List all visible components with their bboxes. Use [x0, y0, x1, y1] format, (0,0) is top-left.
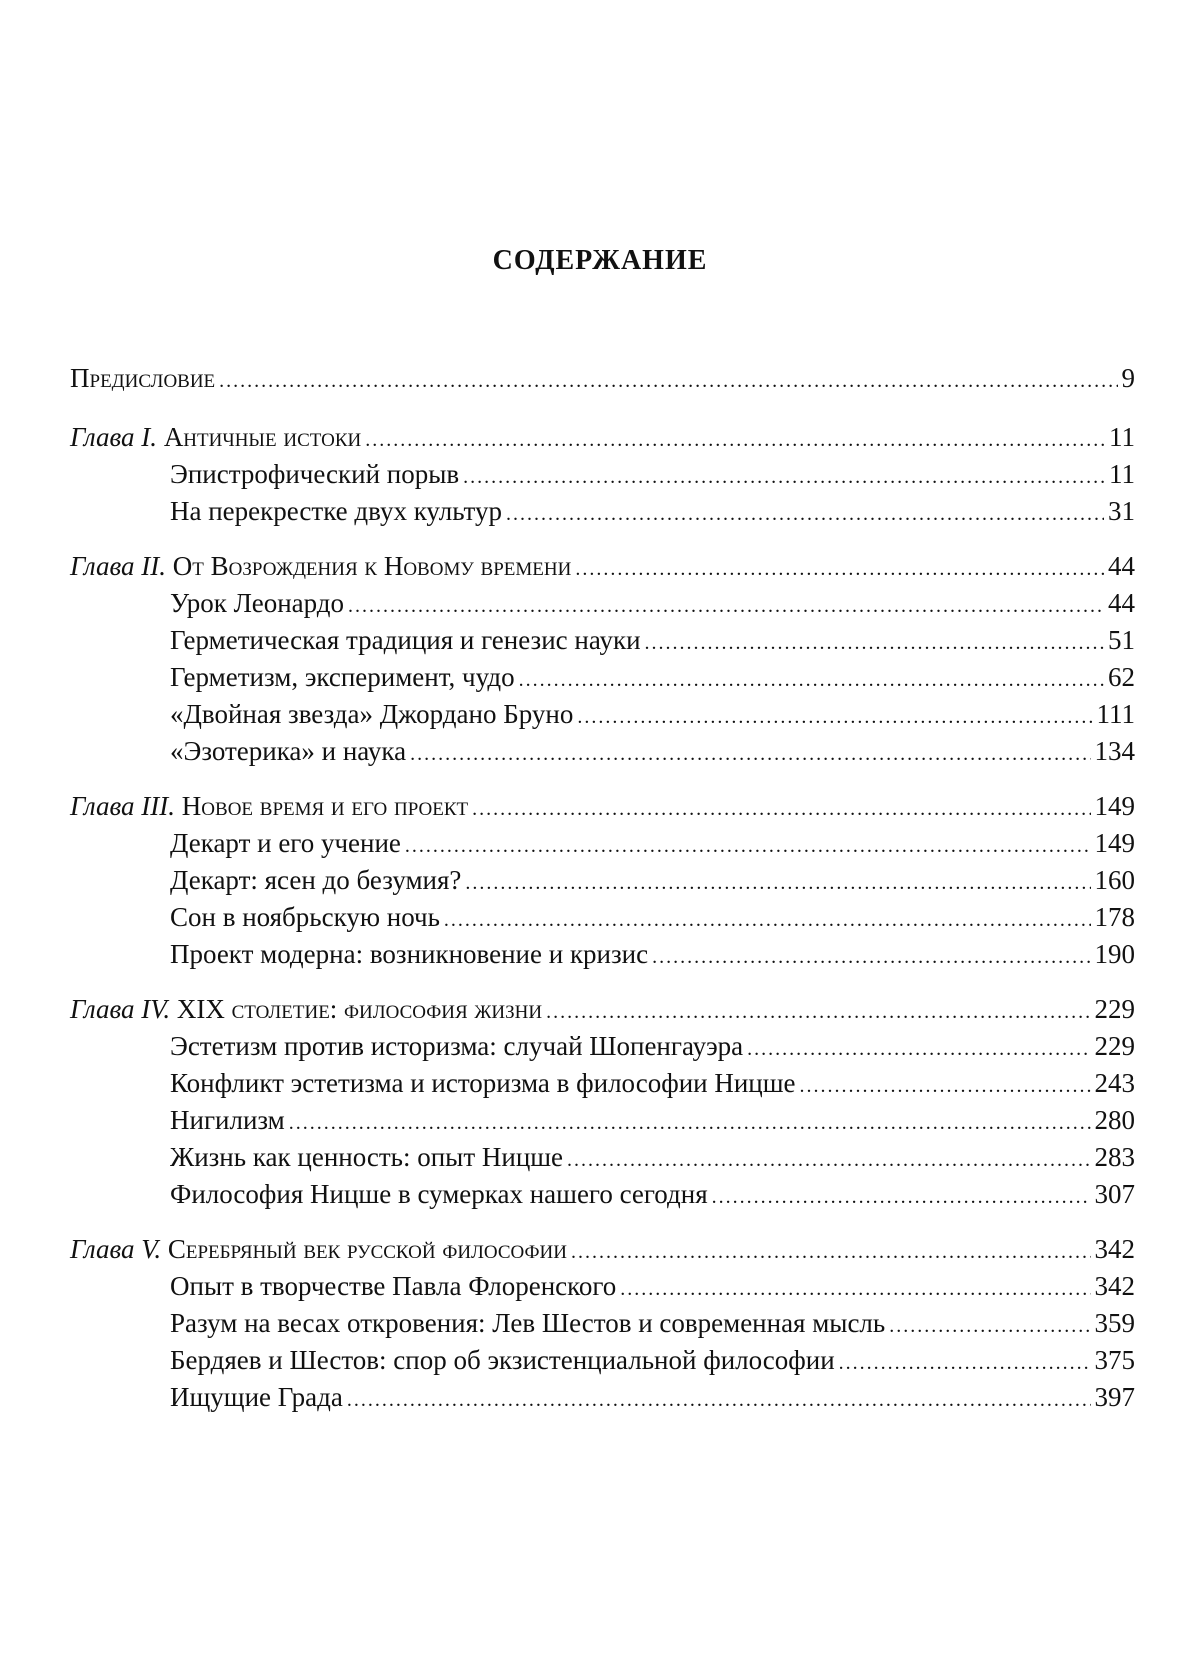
toc-section-entry[interactable]: [70, 456, 1135, 493]
toc-page-number: 243: [1094, 1068, 1135, 1098]
toc-entry-preface[interactable]: [70, 360, 1135, 397]
toc-page-number: 342: [1094, 1234, 1135, 1264]
toc-section-label: Герметическая традиция и генезис науки: [170, 625, 641, 655]
toc-chapter-5: [70, 1231, 1135, 1416]
toc-section-label: Эпистрофический порыв: [170, 459, 460, 489]
dot-leader: [219, 363, 1117, 400]
toc-section-label: Опыт в творчестве Павла Флоренского: [170, 1271, 617, 1301]
toc-section-label: Эстетизм против историзма: случай Шопенгауэра: [170, 1031, 744, 1061]
toc-page-number: 44: [1108, 588, 1135, 618]
toc-section-entry[interactable]: [70, 493, 1135, 530]
chapter-number: Глава V.: [70, 1234, 162, 1264]
toc-page-number: 160: [1094, 865, 1135, 895]
dot-leader: [747, 1031, 1090, 1068]
toc-section-label: Конфликт эстетизма и историзма в философии Ницше: [170, 1068, 796, 1098]
toc-section-label: Бердяев и Шестов: спор об экзистенциальной философии: [170, 1345, 835, 1375]
chapter-title: XIX столетие: философия жизни: [176, 994, 543, 1024]
toc-section-entry[interactable]: [70, 1028, 1135, 1065]
toc-section-label: Философия Ницше в сумерках нашего сегодня: [170, 1179, 708, 1209]
toc-section-label: «Двойная звезда» Джордано Бруно: [170, 699, 574, 729]
dot-leader: [546, 994, 1090, 1031]
toc-chapter-3: [70, 788, 1135, 973]
toc-section-label: Декарт: ясен до безумия?: [170, 865, 462, 895]
toc-section-entry[interactable]: [70, 1102, 1135, 1139]
toc-section-entry[interactable]: [70, 733, 1135, 770]
chapter-number: Глава II.: [70, 551, 167, 581]
chapter-number: Глава IV.: [70, 994, 171, 1024]
dot-leader: [575, 551, 1104, 588]
toc-page-number: 149: [1094, 791, 1135, 821]
dot-leader: [463, 459, 1105, 496]
toc-section-entry[interactable]: [70, 659, 1135, 696]
chapter-title: Новое время и его проект: [181, 791, 469, 821]
toc-page-number: 280: [1094, 1105, 1135, 1135]
toc-chapter-label: [70, 1231, 567, 1268]
toc-page-number: 9: [1121, 363, 1135, 393]
toc-section-entry[interactable]: [70, 825, 1135, 862]
dot-leader: [645, 625, 1104, 662]
toc-chapter-label: [70, 548, 571, 585]
toc-chapter-label: [70, 419, 361, 456]
toc-page-number: 229: [1094, 1031, 1135, 1061]
toc-chapter-heading[interactable]: [70, 991, 1135, 1028]
toc-entry-label: Предисловие: [70, 363, 216, 393]
toc-page-number: 62: [1108, 662, 1135, 692]
toc-section-entry[interactable]: [70, 696, 1135, 733]
toc-section-label: «Эзотерика» и наука: [170, 736, 407, 766]
dot-leader: [347, 1382, 1091, 1419]
dot-leader: [571, 1234, 1091, 1271]
toc-page-number: 11: [1109, 422, 1135, 452]
toc-preface: [70, 360, 1135, 397]
toc-page-number: 51: [1108, 625, 1135, 655]
toc-section-label: Декарт и его учение: [170, 828, 401, 858]
chapter-number: Глава I.: [70, 422, 158, 452]
toc-section-entry[interactable]: [70, 1379, 1135, 1416]
toc-chapter-heading[interactable]: [70, 1231, 1135, 1268]
toc-section-label: Герметизм, эксперимент, чудо: [170, 662, 515, 692]
toc-section-label: Разум на весах откровения: Лев Шестов и современная мысль: [170, 1308, 886, 1338]
chapter-number: Глава III.: [70, 791, 176, 821]
toc-page-number: 359: [1094, 1308, 1135, 1338]
toc-section-entry[interactable]: [70, 1342, 1135, 1379]
toc-section-entry[interactable]: [70, 585, 1135, 622]
toc-section-entry[interactable]: [70, 1139, 1135, 1176]
toc-section-label: На перекрестке двух культур: [170, 496, 502, 526]
dot-leader: [519, 662, 1104, 699]
toc-page-number: 397: [1094, 1382, 1135, 1412]
chapter-title: Античные истоки: [163, 422, 362, 452]
dot-leader: [800, 1068, 1091, 1105]
dot-leader: [620, 1271, 1090, 1308]
toc-page-number: 375: [1094, 1345, 1135, 1375]
toc-section-label: Сон в ноябрьскую ночь: [170, 902, 440, 932]
table-of-contents: [70, 360, 1135, 1434]
toc-section-entry[interactable]: [70, 1176, 1135, 1213]
dot-leader: [567, 1142, 1090, 1179]
toc-chapter-label: [70, 788, 468, 825]
toc-page-number: 31: [1108, 496, 1135, 526]
dot-leader: [348, 588, 1104, 625]
toc-chapter-label: [70, 991, 542, 1028]
dot-leader: [365, 422, 1105, 459]
chapter-title: От Возрождения к Новому времени: [172, 551, 572, 581]
dot-leader: [652, 939, 1090, 976]
dot-leader: [289, 1105, 1091, 1142]
toc-chapter-heading[interactable]: [70, 548, 1135, 585]
toc-section-entry[interactable]: [70, 936, 1135, 973]
toc-page-number: 111: [1096, 699, 1135, 729]
dot-leader: [405, 828, 1091, 865]
toc-page-number: 342: [1094, 1271, 1135, 1301]
toc-page-number: 134: [1094, 736, 1135, 766]
toc-page-number: 44: [1108, 551, 1135, 581]
toc-section-label: Ищущие Града: [170, 1382, 343, 1412]
dot-leader: [444, 902, 1091, 939]
dot-leader: [472, 791, 1090, 828]
chapter-title: Серебряный век русской философии: [167, 1234, 567, 1264]
dot-leader: [506, 496, 1104, 533]
toc-section-entry[interactable]: [70, 862, 1135, 899]
toc-page-number: 283: [1094, 1142, 1135, 1172]
toc-page-number: 229: [1094, 994, 1135, 1024]
toc-page-number: 307: [1094, 1179, 1135, 1209]
toc-section-entry[interactable]: [70, 1065, 1135, 1102]
toc-chapter-2: [70, 548, 1135, 770]
toc-chapter-heading[interactable]: [70, 419, 1135, 456]
dot-leader: [465, 865, 1090, 902]
page-title: СОДЕРЖАНИЕ: [492, 245, 708, 276]
dot-leader: [712, 1179, 1091, 1216]
dot-leader: [839, 1345, 1091, 1382]
toc-section-label: Жизнь как ценность: опыт Ницше: [170, 1142, 564, 1172]
dot-leader: [577, 699, 1092, 736]
toc-page-number: 149: [1094, 828, 1135, 858]
dot-leader: [410, 736, 1090, 773]
toc-chapter-1: [70, 419, 1135, 530]
toc-section-label: Урок Леонардо: [170, 588, 345, 618]
toc-page-number: 178: [1094, 902, 1135, 932]
toc-section-label: Проект модерна: возникновение и кризис: [170, 939, 649, 969]
toc-chapter-4: [70, 991, 1135, 1213]
toc-section-entry[interactable]: [70, 1305, 1135, 1342]
dot-leader: [889, 1308, 1090, 1345]
toc-section-label: Нигилизм: [170, 1105, 285, 1135]
toc-section-entry[interactable]: [70, 622, 1135, 659]
toc-page-number: 190: [1094, 939, 1135, 969]
toc-chapter-heading[interactable]: [70, 788, 1135, 825]
toc-section-entry[interactable]: [70, 899, 1135, 936]
toc-section-entry[interactable]: [70, 1268, 1135, 1305]
toc-page-number: 11: [1109, 459, 1135, 489]
